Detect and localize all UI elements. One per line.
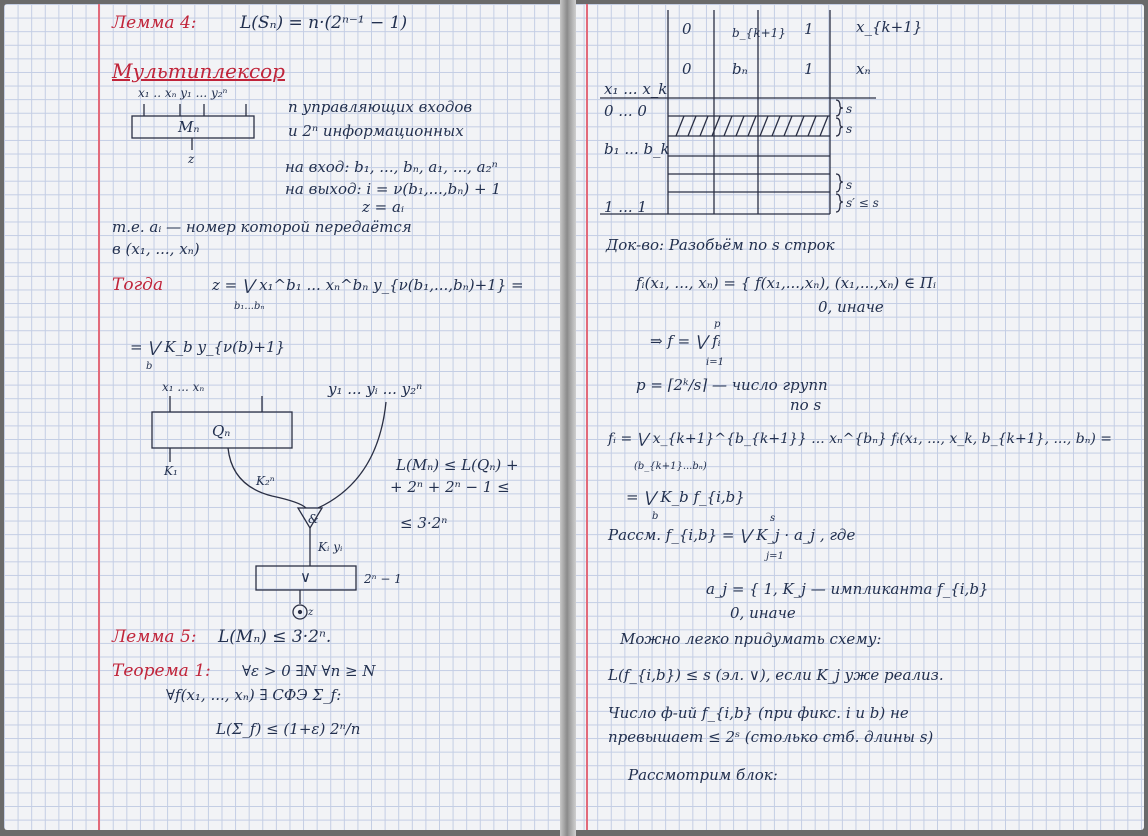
table-hatched-row — [676, 116, 828, 136]
bound-line-2: + 2ⁿ + 2ⁿ − 1 ≤ — [390, 478, 510, 496]
y-inputs-label: y₁ ... yᵢ ... y₂ⁿ — [328, 380, 423, 398]
table-s-label: s — [846, 122, 853, 136]
table-row-one: 1 ... 1 — [604, 198, 647, 216]
theorem1-line-2: ∀f(x₁, ..., xₙ) ∃ СФЭ Σ_f: — [166, 686, 342, 704]
fi-short-sub: b — [652, 511, 659, 522]
table-row-zero: 0 ... 0 — [604, 102, 647, 120]
output-description: на выход: i = ν(b₁,...,bₙ) + 1 — [285, 180, 501, 198]
theorem1-line-1: ∀ε > 0 ∃N ∀n ≥ N — [242, 662, 376, 680]
fi-definition: fᵢ(x₁, ..., xₙ) = { f(x₁,...,xₙ), (x₁,...,xₙ) ∈ Πᵢ — [636, 274, 937, 292]
formula-1: z = ⋁ x₁^b₁ ... xₙ^bₙ y_{ν(b₁,...,bₙ)+1} = — [212, 276, 524, 294]
table-s-label: s — [846, 102, 853, 116]
brace — [836, 194, 843, 212]
f-sum-top: p — [714, 319, 721, 330]
formula-2: = ⋁ K_b y_{ν(b)+1} — [130, 338, 286, 356]
table-row-b: b₁ ... b_k — [604, 140, 670, 158]
mux-inputs-label: x₁ .. xₙ y₁ ... y₂ⁿ — [138, 86, 228, 100]
table-s-label: s — [846, 178, 853, 192]
table-top-cell: 0 — [682, 20, 692, 38]
togda-label: Тогда — [112, 275, 164, 295]
lemma4-formula: L(Sₙ) = n·(2ⁿ⁻¹ − 1) — [240, 13, 408, 33]
consider-sub: j=1 — [766, 551, 784, 562]
circuit-output-label: z — [308, 607, 314, 618]
k1-label: K₁ — [164, 464, 178, 478]
brace — [836, 100, 843, 116]
count-line-1: Число ф-ий f_{i,b} (при фикс. i и b) не — [608, 704, 909, 722]
f-sum-bottom: i=1 — [706, 357, 724, 368]
table-top-cell: x_{k+1} — [856, 18, 923, 36]
table-header-x: x₁ ... x_k — [604, 80, 668, 98]
formula-1-subscript: b₁...bₙ — [234, 301, 265, 312]
table-top-cell: bₙ — [732, 60, 748, 78]
consider-block-line: Рассмотрим блок: — [628, 766, 778, 784]
or-count-label: 2ⁿ − 1 — [364, 572, 402, 586]
q-inputs-label: x₁ ... xₙ — [162, 380, 205, 394]
te-line-2: в (x₁, ..., xₙ) — [112, 240, 200, 258]
theorem1-title: Теорема 1: — [112, 661, 211, 681]
f-sum: ⇒ f = ⋁ fᵢ — [650, 332, 721, 350]
or-block-label: ∨ — [300, 568, 311, 586]
p-definition: p = ⌈2ᵏ/s⌉ — число групп — [636, 376, 828, 394]
proof-title: Док-во: Разобьём по s строк — [606, 236, 835, 254]
count-line-2: превышает ≤ 2ˢ (столько стб. длины s) — [608, 728, 934, 746]
consider-line: Рассм. f_{i,b} = ⋁ K_j · a_j , где — [608, 526, 856, 544]
desc-line-1: n управляющих входов — [288, 98, 473, 116]
alpha-definition: a_j = { 1, K_j — импликанта f_{i,b} — [706, 580, 989, 598]
q-block-label: Qₙ — [212, 422, 231, 440]
k2n-label: K₂ⁿ — [256, 474, 275, 488]
fi-short: = ⋁ K_b f_{i,b} — [626, 488, 745, 506]
z-equation: z = aᵢ — [362, 198, 404, 216]
fi-expansion: fᵢ = ⋁ x_{k+1}^{b_{k+1}} ... xₙ^{bₙ} fᵢ(x₁, ..., x_k, b_{k+1}, ..., bₙ) = — [608, 431, 1113, 447]
ki-yi-label: Kᵢ yᵢ — [318, 540, 343, 554]
lemma5-formula: L(Mₙ) ≤ 3·2ⁿ. — [218, 627, 332, 647]
formula-2-subscript: b — [146, 361, 153, 372]
section-title-multiplexer: Мультиплексор — [112, 59, 285, 83]
fi-definition-else: 0, иначе — [818, 298, 884, 316]
and-gate-label: & — [308, 512, 319, 526]
te-line-1: т.е. aᵢ — номер которой передаётся — [112, 218, 412, 236]
easy-scheme-line: Можно легко придумать схему: — [620, 630, 882, 648]
brace — [836, 118, 843, 136]
table-top-cell: xₙ — [856, 60, 871, 78]
theorem1-line-3: L(Σ_f) ≤ (1+ε) 2ⁿ/n — [216, 720, 361, 738]
alpha-else: 0, иначе — [730, 604, 796, 622]
mux-block-label: Mₙ — [178, 118, 200, 136]
table-top-cell: 0 — [682, 60, 692, 78]
table-s-prime-label: s′ ≤ s — [846, 196, 879, 210]
table-top-cell: 1 — [804, 20, 814, 38]
lemma4-title: Лемма 4: — [112, 13, 197, 33]
desc-line-2: и 2ⁿ информационных — [288, 122, 464, 140]
mux-output-label: z — [188, 152, 195, 166]
bound-line-1: L(Mₙ) ≤ L(Qₙ) + — [396, 456, 519, 474]
bound-line-3: ≤ 3·2ⁿ — [400, 514, 448, 532]
table-top-cell: 1 — [804, 60, 814, 78]
fi-expansion-sub: (b_{k+1}...bₙ) — [634, 461, 707, 472]
brace — [836, 174, 843, 192]
lemma5-title: Лемма 5: — [112, 627, 197, 647]
consider-top: s — [770, 513, 776, 524]
table-top-cell: b_{k+1} — [732, 26, 786, 40]
input-description: на вход: b₁, ..., bₙ, a₁, ..., a₂ⁿ — [285, 158, 498, 176]
L-bound-line: L(f_{i,b}) ≤ s (эл. ∨), если K_j уже реализ. — [608, 666, 944, 684]
p-definition-2: по s — [790, 396, 822, 414]
